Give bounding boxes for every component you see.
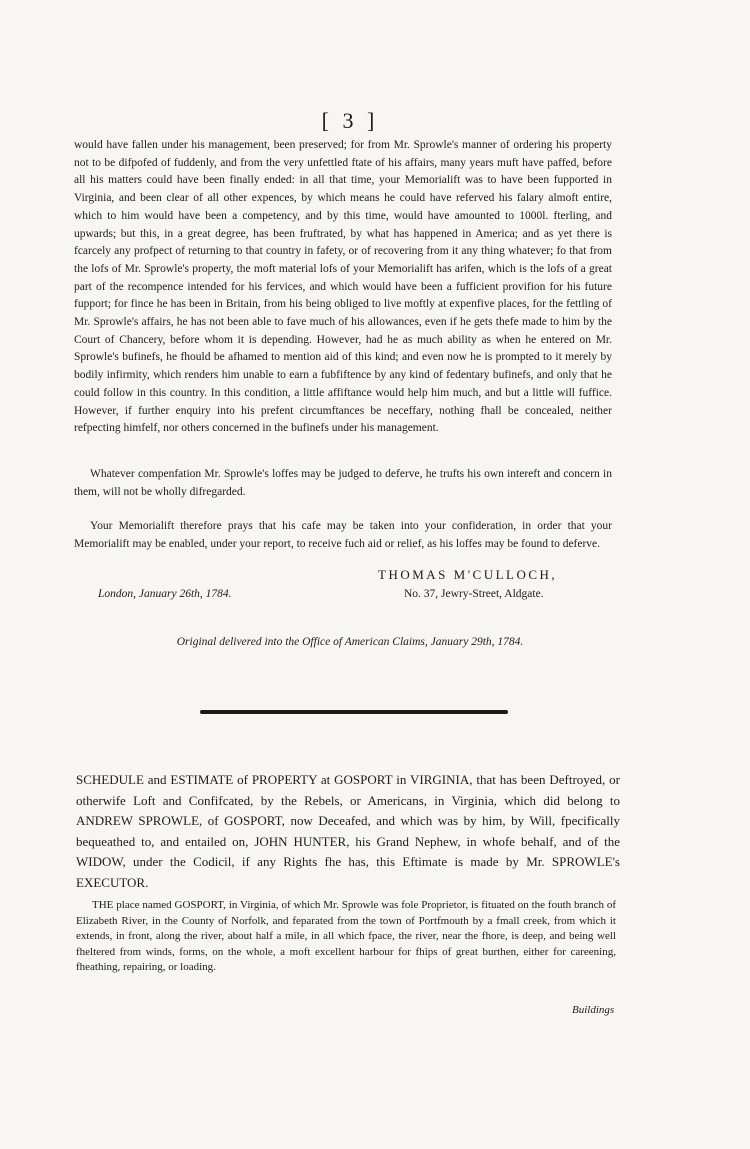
schedule-heading: SCHEDULE and ESTIMATE of PROPERTY at GOSPORT in VIRGINIA, that has been Deftroyed, or otherwife Loft and Confifcated, by the Rebels, or Americans, in Virginia, which did belong to ANDREW SPROWLE, of GOSPORT, now Deceafed, and which was by him, by Will, fpecifically bequeathed to, and entailed on, JOHN HUNTER, his Grand Nephew, in whofe behalf, and of the WIDOW, under the Codicil, if any Rights fhe has, this Eftimate is made by Mr. SPROWLE's EXECUTOR. xyxy=(76,772,620,890)
memorial-paragraph-1: would have fallen under his management, been preserved; for from Mr. Sprowle's manner of ordering his property not to be difpofed of fuddenly, and from the very unfettled ftate of his affairs, many years muft have paffed, before all his matters could have been finally ended: in all that time, your Memorialift was to have been fupported in Virginia, and been clear of all other expences, by which means he could have referved his falary almoft entire, which to him would have been a competency, and by this time, would have amounted to 1000l. fterling, and upwards; but this, in a great degree, has been fruftrated, by what has happened in America; and as yet there is fcarcely any profpect of returning to that country in fafety, or of recovering from it any thing whatever; fo that from the lofs of Mr. Sprowle's property, the moft material lofs of your Memorialift has arifen, which is the lofs of a great part of the recompence intended for his fervices, and which would have been a fufficient provifion for his future fupport; for fince he has been in Britain, from his being obliged to live moftly at expenfive places, for the fettling of Mr. Sprowle's affairs, he has not been able to fave much of his allowances, even if he gets thefe made to him by the Court of Chancery, before whom it is depending. However, had he as much ability as when he entered on Mr. Sprowle's bufinefs, he fhould be afhamed to mention aid of this kind; and even now he is prompted to it merely by bodily infirmity, which renders him unable to earn a fubfiftence by any kind of fedentary bufinefs, and only that he could follow in this country. In this condition, a little affiftance would help him much, and but a little will fuffice. However, if further enquiry into his prefent circumftances be neceffary, nothing fhall be concealed, neither refpecting himfelf, nor others concerned in the bufinefs under his management. xyxy=(74,139,612,435)
delivered-note: Original delivered into the Office of American Claims, January 29th, 1784. xyxy=(176,636,524,648)
memorial-paragraph-2: Whatever compenfation Mr. Sprowle's loffes may be judged to deferve, he trufts his own intereft and concern in them, will not be wholly difregarded. xyxy=(74,468,612,498)
memorial-paragraph-3: Your Memorialift therefore prays that his cafe may be taken into your confideration, in order that your Memorialift may be enabled, under your report, to receive fuch aid or relief, as his loffes may be found to deferve. xyxy=(74,520,612,550)
section-divider xyxy=(200,710,508,714)
gosport-paragraph: THE place named GOSPORT, in Virginia, of which Mr. Sprowle was fole Proprietor, is fituated on the fouth branch of Elizabeth River, in the County of Norfolk, and feparated from the town of Portfmouth by a fmall creek, from which it extends, in front, along the river, about half a mile, in all which fpace, the river, near the fhore, is deep, and being well fheltered from winds, forms, on the whole, a moft excellent harbour for fhips of great burthen, either for careening, fheathing, repairing, or loading. xyxy=(76,899,616,973)
signature-place-date: London, January 26th, 1784. xyxy=(98,588,232,600)
compensation-block xyxy=(74,466,612,501)
catchword: Buildings xyxy=(572,1004,615,1016)
signature-address: No. 37, Jewry-Street, Aldgate. xyxy=(404,588,544,600)
signature-name: THOMAS M'CULLOCH, xyxy=(378,567,558,582)
memorial-body xyxy=(74,137,612,438)
prayer-block xyxy=(74,518,612,553)
page-number: [ 3 ] xyxy=(321,108,379,133)
